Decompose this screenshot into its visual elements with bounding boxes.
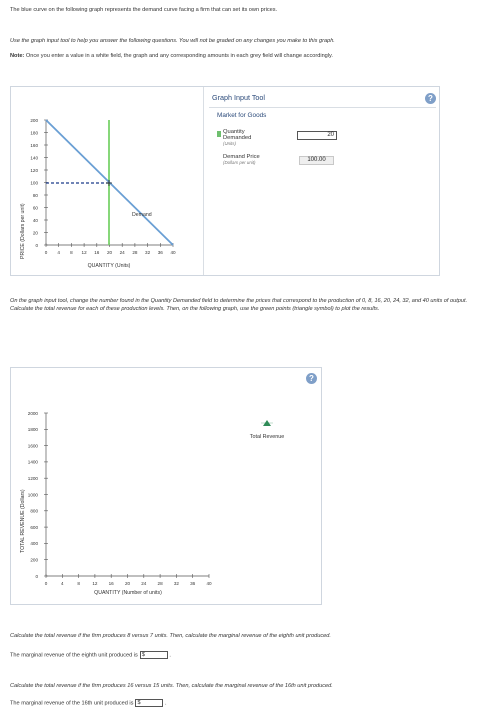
demand-ytick-label: 100	[30, 180, 38, 186]
note-text: Once you enter a value in a white field, the graph and any corresponding amounts in each grey field will change accordingly.	[25, 53, 333, 59]
revenue-xtick-label: 40	[206, 581, 212, 586]
quantity-swatch-icon	[217, 131, 221, 137]
demand-chart	[11, 87, 211, 272]
demand-panel	[10, 86, 440, 276]
revenue-ytick-label: 2000	[27, 410, 38, 416]
revenue-chart	[11, 368, 321, 604]
intro-line-1: The blue curve on the following graph represents the demand curve facing a firm that can set its own prices.	[10, 7, 278, 13]
tool-divider	[209, 107, 436, 108]
revenue-help-button[interactable]: ?	[306, 373, 317, 384]
demand-xtick-label: 28	[132, 250, 138, 255]
demand-ytick-label: 180	[30, 130, 38, 136]
demand-xtick-label: 40	[170, 250, 176, 255]
tool-help-button[interactable]: ?	[425, 93, 436, 104]
qty-label: Quantity	[223, 129, 245, 135]
question-1-text: Calculate the total revenue if the firm produces 8 versus 7 units. Then, calculate the marginal revenue of the eighth unit produced.	[10, 633, 331, 639]
revenue-ytick-label: 1800	[27, 427, 38, 433]
demand-xtick-label: 16	[94, 250, 100, 255]
revenue-ytick-label: 1000	[27, 492, 38, 498]
note-label: Note:	[10, 53, 25, 59]
demand-ytick-label: 120	[30, 167, 38, 173]
demand-xlabel: QUANTITY (Units)	[87, 263, 131, 269]
question-2-text: Calculate the total revenue if the firm produces 16 versus 15 units. Then, calculate the marginal revenue of the 16th unit produced.	[10, 683, 333, 689]
demand-ytick-label: 200	[30, 117, 38, 123]
question-2-answer-label: The marginal revenue of the 16th unit produced is	[10, 700, 134, 707]
revenue-panel	[10, 367, 322, 605]
revenue-ytick-label: 1200	[27, 476, 38, 481]
demand-xtick-label: 32	[145, 250, 151, 255]
tool-market-label: Market for Goods	[217, 112, 267, 119]
revenue-ytick-label: 0	[35, 573, 38, 579]
revenue-ytick-label: 600	[30, 524, 38, 530]
demand-ytick-label: 0	[35, 242, 38, 248]
price-unit: (Dollars per unit)	[223, 160, 256, 165]
question-2-answer-row: The marginal revenue of the 16th unit produced is $ .	[10, 700, 167, 707]
revenue-ytick-label: 400	[30, 541, 38, 547]
graph-input-tool	[203, 87, 440, 275]
revenue-xtick-label: 8	[77, 581, 80, 586]
note-line	[10, 52, 333, 60]
revenue-xtick-label: 32	[173, 581, 179, 586]
revenue-xtick-label: 36	[190, 581, 196, 586]
revenue-xtick-label: 0	[44, 581, 48, 586]
question-2-currency: $	[137, 700, 141, 706]
demand-ytick-label: 80	[32, 192, 38, 198]
qty-label-2: Demanded	[223, 135, 252, 141]
revenue-xtick-label: 4	[61, 581, 64, 586]
demand-ytick-label: 40	[32, 217, 38, 223]
revenue-xlabel: QUANTITY (Number of units)	[94, 590, 162, 596]
total-revenue-tool[interactable]	[250, 420, 284, 440]
question-1-answer-input[interactable]	[140, 651, 168, 659]
revenue-ytick-label: 1600	[27, 443, 38, 449]
demand-ytick-label: 60	[32, 205, 38, 211]
question-1-answer-label: The marginal revenue of the eighth unit produced is	[10, 652, 138, 659]
demand-xtick-label: 8	[70, 250, 73, 255]
demand-xtick-label: 4	[57, 250, 60, 255]
demand-price-output: 100.00	[299, 156, 334, 165]
revenue-xtick-label: 16	[108, 581, 114, 586]
revenue-ytick-label: 1400	[27, 459, 38, 465]
revenue-ylabel: TOTAL REVENUE (Dollars)	[20, 489, 26, 553]
question-2-answer-input[interactable]	[135, 699, 163, 707]
tool-title: Graph Input Tool	[212, 93, 266, 102]
total-revenue-legend: Total Revenue	[249, 434, 285, 440]
question-1-currency: $	[141, 652, 145, 658]
question-1-answer-row: The marginal revenue of the eighth unit produced is $ .	[10, 652, 171, 659]
price-label: Demand Price	[223, 154, 260, 160]
demand-ytick-label: 140	[30, 155, 38, 161]
mid-instructions: On the graph input tool, change the number found in the Quantity Demanded field to determine the prices that correspond to the production of 0, 8, 16, 20, 24, 32, and 40 units of output. Calculate the total revenue for each of these production levels. Then, on the following graph, use the green points (triangle symbol) to plot the results.	[10, 298, 468, 312]
intro-line-2: Use the graph input tool to help you answer the following questions. You will not be graded on any changes you make to this graph.	[10, 38, 335, 44]
demand-ytick-label: 20	[32, 230, 38, 236]
demand-xtick-label: 24	[119, 250, 125, 255]
demand-ytick-label: 160	[30, 142, 38, 148]
revenue-ytick-label: 800	[30, 508, 38, 514]
revenue-xtick-label: 24	[141, 581, 147, 586]
demand-xtick-label: 36	[157, 250, 163, 255]
demand-ylabel: PRICE (Dollars per unit)	[20, 203, 26, 259]
demand-curve-label: Demand	[132, 212, 152, 218]
qty-unit: (Units)	[223, 141, 236, 146]
revenue-xtick-label: 28	[157, 581, 163, 586]
quantity-demanded-input[interactable]: 20	[297, 131, 337, 140]
demand-xtick-label: 0	[44, 250, 48, 255]
revenue-ytick-label: 200	[30, 557, 38, 563]
revenue-xtick-label: 12	[92, 581, 98, 586]
demand-xtick-label: 12	[81, 250, 87, 255]
demand-xtick-label: 20	[106, 250, 113, 255]
revenue-xtick-label: 20	[124, 581, 131, 586]
